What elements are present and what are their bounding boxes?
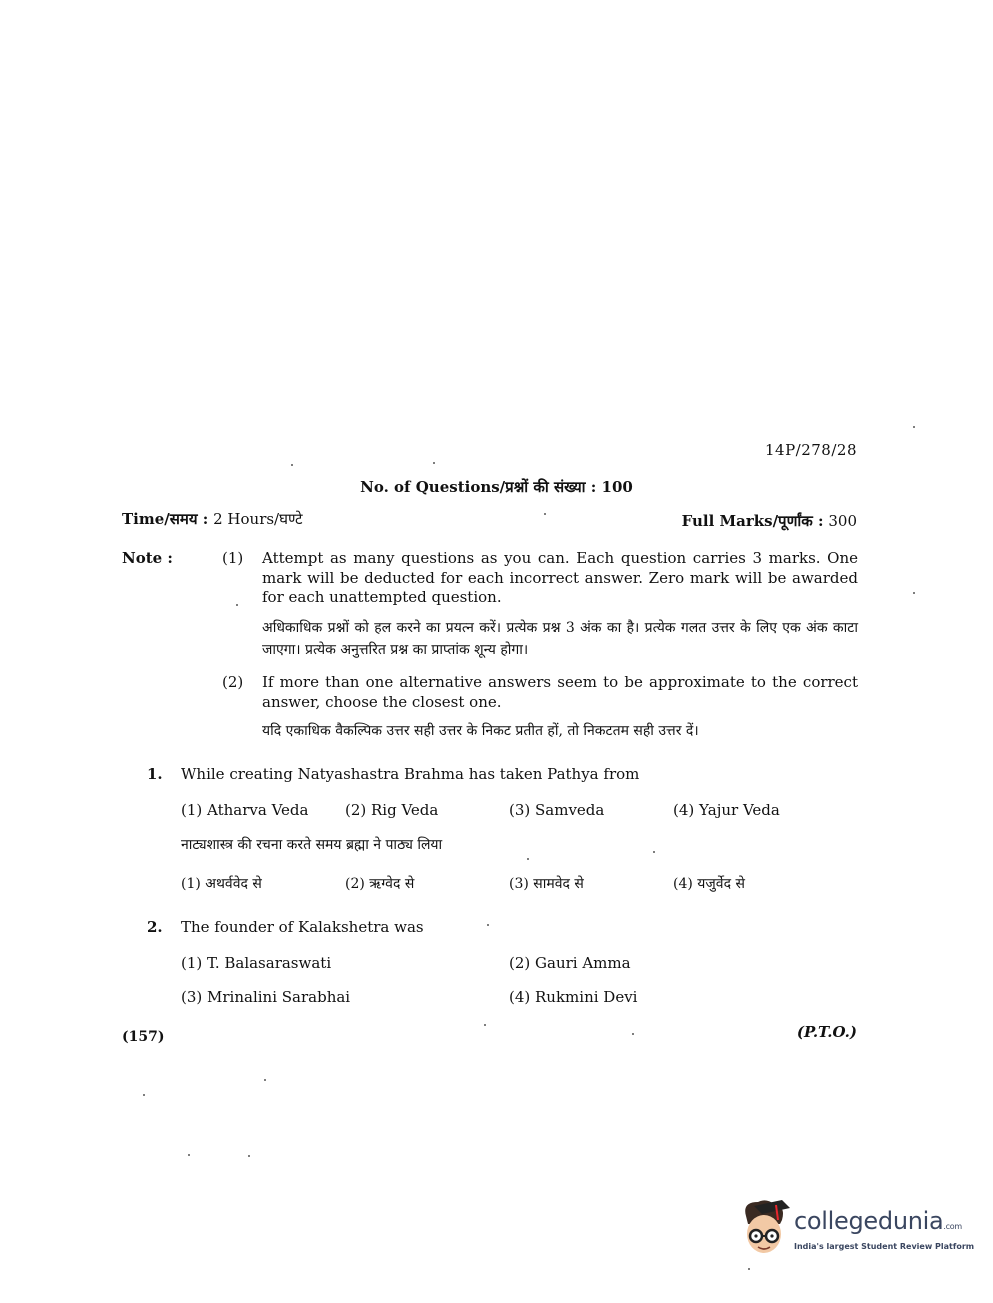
please-turn-over: (P.T.O.) <box>796 1023 857 1041</box>
question-number: 1. <box>147 765 163 783</box>
scan-speck <box>236 604 238 606</box>
note-item-number: (2) <box>222 673 244 691</box>
scan-speck <box>264 1079 266 1081</box>
time-value: 2 Hours/घण्टे <box>213 510 303 528</box>
note-item-hindi: अधिकाधिक प्रश्नों को हल करने का प्रयत्न करें। प्रत्येक प्रश्न 3 अंक का है। प्रत्येक गलत उत्तर के लिए एक अंक काटा जाएगा। प्रत्येक अनुत्तरित प्रश्न का प्राप्तांक शून्य होगा। <box>262 620 858 658</box>
scan-speck <box>913 592 915 594</box>
page-code: (157) <box>122 1029 165 1045</box>
option-hindi: (2) ऋग्वेद से <box>345 876 415 892</box>
option: (3) Samveda <box>509 801 605 819</box>
paper-code: 14P/278/28 <box>764 441 857 459</box>
option-hindi: (1) अथर्ववेद से <box>181 876 262 892</box>
option: (2) Gauri Amma <box>509 954 631 972</box>
question-count-value: 100 <box>601 478 633 496</box>
option: (2) Rig Veda <box>345 801 439 819</box>
watermark-tagline: India's largest Student Review Platform <box>794 1242 975 1251</box>
scan-speck <box>632 1033 634 1035</box>
question-text: While creating Natyashastra Brahma has taken Pathya from <box>181 765 640 783</box>
scan-speck <box>143 1094 145 1096</box>
option: (1) T. Balasaraswati <box>181 954 332 972</box>
question-number: 2. <box>147 918 163 936</box>
time-label: Time/समय : <box>122 510 209 528</box>
question-text: The founder of Kalakshetra was <box>181 918 424 936</box>
scan-speck <box>653 851 655 853</box>
option-hindi: (3) सामवेद से <box>509 876 584 892</box>
scan-speck <box>248 1155 250 1157</box>
note-item-english: If more than one alternative answers seem to be approximate to the correct answer, choose the closest one. <box>262 673 858 711</box>
scan-speck <box>484 1024 486 1026</box>
scan-speck <box>748 1268 750 1270</box>
collegedunia-watermark <box>736 1196 975 1266</box>
option: (3) Mrinalini Sarabhai <box>181 988 351 1006</box>
note-label: Note : <box>122 549 173 567</box>
time-allowed <box>122 509 303 529</box>
watermark-name <box>794 1207 962 1235</box>
note-item-hindi: यदि एकाधिक वैकल्पिक उत्तर सही उत्तर के निकट प्रतीत हों, तो निकटतम सही उत्तर दें। <box>262 723 699 739</box>
scan-speck <box>913 426 915 428</box>
scan-speck <box>433 462 435 464</box>
scan-speck <box>188 1154 190 1156</box>
marks-label: Full Marks/पूर्णांक : <box>681 512 824 530</box>
scan-speck <box>487 924 489 926</box>
full-marks <box>682 511 857 531</box>
note-item-number: (1) <box>222 549 244 567</box>
marks-value: 300 <box>828 512 857 530</box>
option: (1) Atharva Veda <box>181 801 309 819</box>
option: (4) Yajur Veda <box>673 801 780 819</box>
scan-speck <box>527 858 529 860</box>
question-count-label: No. of Questions/प्रश्नों की संख्या : <box>360 478 597 496</box>
question-text-hindi: नाट्यशास्त्र की रचना करते समय ब्रह्मा ने पाठ्य लिया <box>181 837 443 853</box>
option-hindi: (4) यजुर्वेद से <box>673 876 745 892</box>
note-item-english: Attempt as many questions as you can. Each question carries 3 marks. One mark will be deducted for each incorrect answer. Zero mark will be awarded for each unattempted question. <box>262 549 858 606</box>
watermark-name-text: collegedunia <box>794 1207 944 1235</box>
watermark-suffix: .com <box>943 1222 962 1231</box>
mascot-icon <box>736 1196 792 1258</box>
scan-speck <box>544 513 546 515</box>
scan-speck <box>291 464 293 466</box>
question-count <box>0 477 993 497</box>
option: (4) Rukmini Devi <box>509 988 638 1006</box>
